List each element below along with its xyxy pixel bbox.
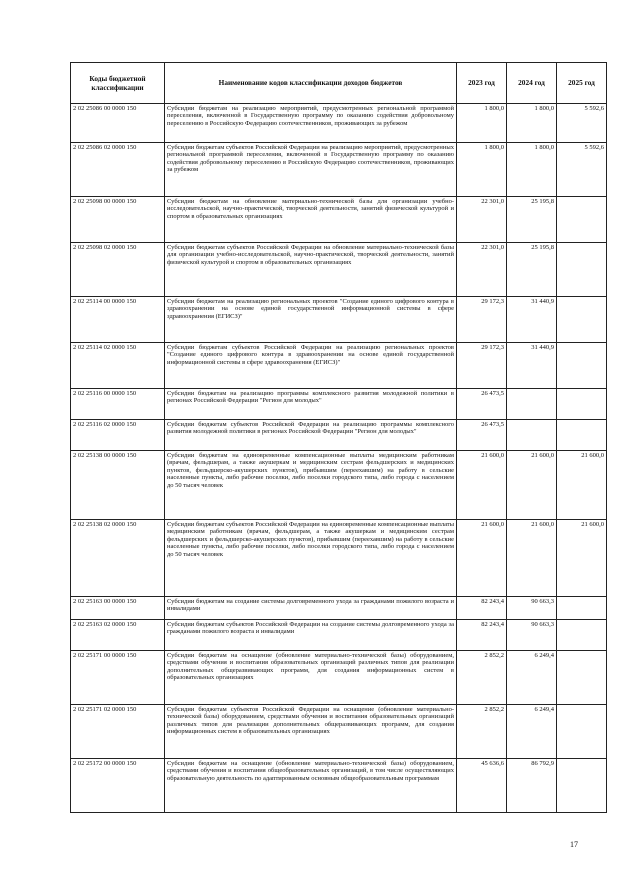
row-value-2025 xyxy=(557,597,607,620)
row-value-2024: 1 800,0 xyxy=(507,104,557,143)
table-row xyxy=(71,143,607,197)
row-name: Субсидии бюджетам на реализацию программы комплексного развития молодежной политики в регионах Российской Федерации "Регион для молодых" xyxy=(165,389,457,420)
row-value-2024: 25 195,8 xyxy=(507,243,557,297)
row-code: 2 02 25098 02 0000 150 xyxy=(71,243,165,297)
header-2023: 2023 год xyxy=(457,63,507,104)
row-code: 2 02 25116 02 0000 150 xyxy=(71,420,165,451)
row-value-2023: 45 636,6 xyxy=(457,759,507,813)
page-number: 17 xyxy=(570,840,578,849)
row-value-2025 xyxy=(557,759,607,813)
table-row xyxy=(71,389,607,420)
table-row xyxy=(71,197,607,243)
row-name: Субсидии бюджетам субъектов Российской Федерации на оснащение (обновление материально-технической базы) оборудованием, средствами обучения и воспитания образовательных организаций различных типов для реализации дополнительных общеразвивающих программ, для создания информационных систем в образовательных организациях xyxy=(165,705,457,759)
row-value-2023: 1 800,0 xyxy=(457,143,507,197)
row-value-2025 xyxy=(557,420,607,451)
row-value-2024 xyxy=(507,389,557,420)
row-name: Субсидии бюджетам субъектов Российской Федерации на единовременные компенсационные выплаты медицинским работникам (врачам, фельдшерам, а также акушеркам и медицинским сестрам фельдшерских и фельдшерско-акушерских пунктов), прибывшим (переехавшим) на работу в сельские населенные пункты, либо рабочие поселки, либо поселки городского типа, либо города с населением до 50 тысяч человек xyxy=(165,520,457,597)
header-name: Наименование кодов классификации доходов бюджетов xyxy=(165,63,457,104)
row-code: 2 02 25163 02 0000 150 xyxy=(71,620,165,651)
budget-document xyxy=(70,62,606,813)
row-value-2024: 86 792,9 xyxy=(507,759,557,813)
row-value-2023: 22 301,0 xyxy=(457,243,507,297)
row-code: 2 02 25138 02 0000 150 xyxy=(71,520,165,597)
row-code: 2 02 25114 02 0000 150 xyxy=(71,343,165,389)
table-row xyxy=(71,343,607,389)
row-name: Субсидии бюджетам на оснащение (обновление материально-технической базы) оборудованием, средствами обучения и воспитания образовательных организаций различных типов для реализации дополнительных общеразвивающих программ, для создания информационных систем в образовательных организациях xyxy=(165,651,457,705)
table-row xyxy=(71,104,607,143)
row-value-2024: 25 195,8 xyxy=(507,197,557,243)
table-row xyxy=(71,759,607,813)
row-value-2024: 6 249,4 xyxy=(507,651,557,705)
row-code: 2 02 25116 00 0000 150 xyxy=(71,389,165,420)
row-name: Субсидии бюджетам на обновление материально-технической базы для организации учебно-исследовательской, научно-практической, творческой деятельности, занятий физической культурой и спортом в образовательных организациях xyxy=(165,197,457,243)
row-value-2025 xyxy=(557,620,607,651)
table-row xyxy=(71,620,607,651)
row-value-2023: 82 243,4 xyxy=(457,620,507,651)
row-code: 2 02 25086 02 0000 150 xyxy=(71,143,165,197)
row-name: Субсидии бюджетам на оснащение (обновление материально-технической базы) оборудованием, средствами обучения и воспитания общеобразовательных организаций, в том числе осуществляющих образовательную деятельность по адаптированным основным общеобразовательным программам xyxy=(165,759,457,813)
table-row xyxy=(71,651,607,705)
row-value-2024: 1 800,0 xyxy=(507,143,557,197)
row-name: Субсидии бюджетам субъектов Российской Федерации на реализацию мероприятий, предусмотренных региональной программой переселения, включенной в Государственную программу по оказанию содействия добровольному переселению в Российскую Федерацию соотечественников, проживающих за рубежом xyxy=(165,143,457,197)
row-value-2023: 26 473,5 xyxy=(457,420,507,451)
table-row xyxy=(71,597,607,620)
row-value-2024: 21 600,0 xyxy=(507,520,557,597)
row-value-2025 xyxy=(557,243,607,297)
row-value-2023: 26 473,5 xyxy=(457,389,507,420)
row-value-2024: 90 663,3 xyxy=(507,597,557,620)
table-row xyxy=(71,243,607,297)
row-value-2024 xyxy=(507,420,557,451)
row-code: 2 02 25098 00 0000 150 xyxy=(71,197,165,243)
row-name: Субсидии бюджетам субъектов Российской Федерации на создание системы долговременного ухода за гражданами пожилого возраста и инвалидами xyxy=(165,620,457,651)
row-value-2023: 82 243,4 xyxy=(457,597,507,620)
row-value-2025 xyxy=(557,389,607,420)
header-2025: 2025 год xyxy=(557,63,607,104)
row-value-2025: 5 592,6 xyxy=(557,104,607,143)
row-value-2023: 1 800,0 xyxy=(457,104,507,143)
row-value-2023: 2 852,2 xyxy=(457,705,507,759)
row-value-2025 xyxy=(557,705,607,759)
row-name: Субсидии бюджетам на реализацию региональных проектов "Создание единого цифрового контура в здравоохранении на основе единой государственной информационной системы в сфере здравоохранения (ЕГИСЗ)" xyxy=(165,297,457,343)
row-value-2024: 31 440,9 xyxy=(507,297,557,343)
table-row xyxy=(71,420,607,451)
budget-table xyxy=(70,62,607,813)
row-value-2025 xyxy=(557,343,607,389)
table-row xyxy=(71,451,607,520)
row-value-2023: 29 172,3 xyxy=(457,297,507,343)
row-value-2023: 29 172,3 xyxy=(457,343,507,389)
row-code: 2 02 25171 00 0000 150 xyxy=(71,651,165,705)
table-header-row xyxy=(71,63,607,104)
row-value-2025 xyxy=(557,197,607,243)
row-value-2024: 6 249,4 xyxy=(507,705,557,759)
row-name: Субсидии бюджетам на создание системы долговременного ухода за гражданами пожилого возраста и инвалидами xyxy=(165,597,457,620)
row-code: 2 02 25114 00 0000 150 xyxy=(71,297,165,343)
row-code: 2 02 25086 00 0000 150 xyxy=(71,104,165,143)
row-code: 2 02 25171 02 0000 150 xyxy=(71,705,165,759)
row-value-2025 xyxy=(557,651,607,705)
row-value-2023: 21 600,0 xyxy=(457,451,507,520)
row-name: Субсидии бюджетам субъектов Российской Федерации на обновление материально-технической базы для организации учебно-исследовательской, научно-практической, творческой деятельности, занятий физической культурой и спортом в образовательных организациях xyxy=(165,243,457,297)
table-row xyxy=(71,705,607,759)
row-value-2024: 21 600,0 xyxy=(507,451,557,520)
row-name: Субсидии бюджетам субъектов Российской Федерации на реализацию программы комплексного развития молодежной политики в регионах Российской Федерации "Регион для молодых" xyxy=(165,420,457,451)
table-row xyxy=(71,520,607,597)
row-value-2023: 21 600,0 xyxy=(457,520,507,597)
table-row xyxy=(71,297,607,343)
row-value-2023: 2 852,2 xyxy=(457,651,507,705)
row-value-2023: 22 301,0 xyxy=(457,197,507,243)
row-value-2025: 5 592,6 xyxy=(557,143,607,197)
row-value-2024: 90 663,3 xyxy=(507,620,557,651)
row-value-2024: 31 440,9 xyxy=(507,343,557,389)
row-code: 2 02 25163 00 0000 150 xyxy=(71,597,165,620)
row-value-2025 xyxy=(557,297,607,343)
header-code: Коды бюджетной классификации xyxy=(71,63,165,104)
row-value-2025: 21 600,0 xyxy=(557,520,607,597)
header-2024: 2024 год xyxy=(507,63,557,104)
row-code: 2 02 25172 00 0000 150 xyxy=(71,759,165,813)
row-name: Субсидии бюджетам на единовременные компенсационные выплаты медицинским работникам (врачам, фельдшерам, а также акушеркам и медицинским сестрам фельдшерских и медицинских пунктов, фельдшерско-акушерских пунктов), прибывшим (переехавшим) на работу в сельские населенные пункты, либо рабочие поселки, либо поселки городского типа, либо города с населением до 50 тысяч человек xyxy=(165,451,457,520)
row-value-2025: 21 600,0 xyxy=(557,451,607,520)
row-code: 2 02 25138 00 0000 150 xyxy=(71,451,165,520)
row-name: Субсидии бюджетам субъектов Российской Федерации на реализацию региональных проектов "Создание единого цифрового контура в здравоохранении на основе единой государственной информационной системы в сфере здравоохранения (ЕГИСЗ)" xyxy=(165,343,457,389)
row-name: Субсидии бюджетам на реализацию мероприятий, предусмотренных региональной программой переселения, включенной в Государственную программу по оказанию содействия добровольному переселению в Российскую Федерацию соотечественников, проживающих за рубежом xyxy=(165,104,457,143)
